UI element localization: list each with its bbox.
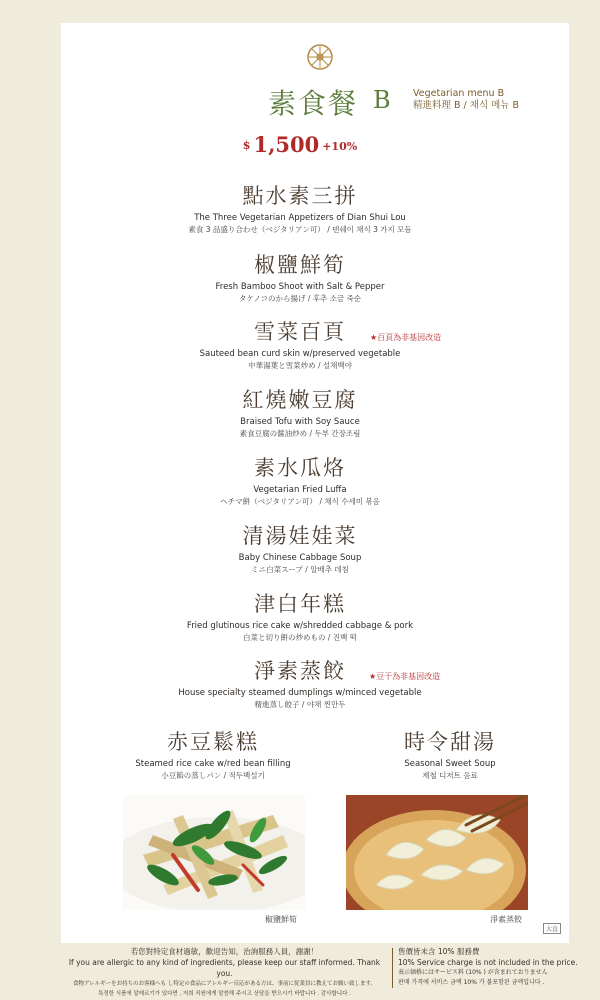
allergy-notice	[61, 946, 388, 999]
dish-name-jk: 素食豆腐の醤油炒め / 두부 간장조림	[239, 429, 361, 438]
photo-caption: 椒鹽鮮筍	[265, 915, 297, 924]
dish-name-jk: 精進蒸し餃子 / 야채 찐만두	[254, 700, 346, 709]
dish-name-zh: 素水瓜烙	[254, 456, 346, 480]
dish-name-jk: 中華湯葉と雪菜炒め / 설채백야	[248, 361, 352, 370]
photo-caption: 淨素蒸餃	[490, 915, 522, 924]
price-service-charge: +10%	[322, 140, 358, 153]
dessert-item	[340, 728, 560, 781]
dish-name-jk: 素食 3 品盛り合わせ（ベジタリアン可） / 덴쉐이 채식 3 가지 모듬	[188, 225, 412, 234]
dish-name-en: House specialty steamed dumplings w/minced vegetable	[178, 688, 422, 698]
title-subtitle	[413, 88, 519, 112]
allergy-zh: 若您對特定食材過敏，歡迎告知，治詢服務人員，謝謝！	[130, 947, 319, 956]
dish-name-zh: 點水素三拼	[242, 184, 358, 208]
service-ko: 판매 가격에 서비스 금액 10% 가 불포함된 금액입니다 .	[398, 979, 545, 986]
service-charge-notice	[398, 946, 598, 988]
dish-item	[0, 251, 600, 304]
title-zh: 素食餐	[268, 87, 359, 120]
dish-name-jk: 白菜と切り餅の炒めもの / 진백 떡	[243, 633, 357, 642]
price-amount: 1,500	[253, 132, 320, 157]
dish-item	[0, 454, 600, 507]
subtitle-jk: 精進料理 B / 채식 메뉴 B	[413, 100, 520, 111]
dish-item	[0, 386, 600, 439]
title-letter: B	[373, 86, 391, 114]
service-zh: 售價皆未含 10% 服務費	[398, 947, 480, 956]
dessert-name-en: Steamed rice cake w/red bean filling	[135, 759, 291, 769]
dish-name-en: Vegetarian Fried Luffa	[253, 485, 347, 495]
service-en: 10% Service charge is not included in the price.	[398, 958, 578, 967]
allergy-en: If you are allergic to any kind of ingredients, please keep our staff informed. Thank you.	[68, 958, 381, 978]
dish-item	[0, 590, 600, 643]
steamed-dumplings-photo	[346, 795, 528, 910]
subtitle-en: Vegetarian menu B	[413, 88, 505, 99]
dish-name-en: The Three Vegetarian Appetizers of Dian Shui Lou	[194, 213, 406, 223]
dish-item	[0, 182, 600, 235]
dish-item	[0, 318, 600, 371]
wheel-logo-icon	[307, 44, 333, 70]
price-currency: $	[242, 139, 251, 152]
dish-name-en: Fresh Bamboo Shoot with Salt & Pepper	[215, 282, 385, 292]
allergy-ja: 食物アレルギーをお持ちのお客様へも し特定の食品にアレルギー反応がある方は、事前に従業員に教えてお願い致します。	[72, 981, 377, 987]
dish-name-zh: 紅燒嫩豆腐	[242, 388, 358, 412]
menu-title	[0, 82, 600, 122]
dish-name-zh: 津白年糕	[254, 592, 346, 616]
dish-name-zh: 清湯娃娃菜	[242, 524, 358, 548]
dish-name-en: Sauteed bean curd skin w/preserved vegetable	[199, 349, 401, 359]
dish-item	[0, 522, 600, 575]
footer-divider	[392, 948, 393, 988]
dish-name-zh: 淨素蒸餃	[254, 659, 346, 683]
dessert-name-zh: 時令甜湯	[404, 730, 496, 754]
dish-name-en: Baby Chinese Cabbage Soup	[238, 553, 362, 563]
non-gmo-note: ★豆干為非基因改造	[369, 672, 441, 681]
dessert-name-en: Seasonal Sweet Soup	[404, 759, 496, 769]
bamboo-shoot-dish-photo	[123, 795, 305, 910]
dish-name-en: Braised Tofu with Soy Sauce	[240, 417, 360, 427]
dish-name-en: Fried glutinous rice cake w/shredded cabbage & pork	[186, 621, 414, 631]
service-ja: 表示価格にはサービス料 (10% ) が含まれておりません	[398, 969, 548, 976]
non-gmo-note: ★百頁為非基因改造	[370, 333, 442, 342]
dish-name-zh: 雪菜百頁	[254, 320, 346, 344]
allergy-ko: 특정한 식품에 알레르기가 있다면 , 저희 직원에게 말씀해 주시고 상담을 받으시기 바랍니다 . 감사합니다 .	[98, 991, 351, 997]
dish-item	[0, 657, 600, 710]
dish-name-jk: タケノコのから揚げ / 후추 소금 죽순	[238, 294, 362, 303]
dessert-name-jk: 小豆餡の蒸しパン / 적두백설기	[161, 771, 265, 780]
menu-price	[0, 132, 600, 157]
dessert-item	[103, 728, 323, 781]
dessert-name-jk: 제철 디저트 음료	[422, 771, 478, 780]
dessert-name-zh: 赤豆鬆糕	[167, 730, 259, 754]
dish-name-zh: 椒鹽鮮筍	[254, 253, 346, 277]
dish-name-jk: ヘチマ餅（ベジタリアン可） / 채식 수세미 볶음	[220, 497, 380, 506]
dish-name-jk: ミニ白菜スープ / 알배추 데침	[251, 565, 349, 574]
location-badge: 大直	[543, 923, 561, 934]
